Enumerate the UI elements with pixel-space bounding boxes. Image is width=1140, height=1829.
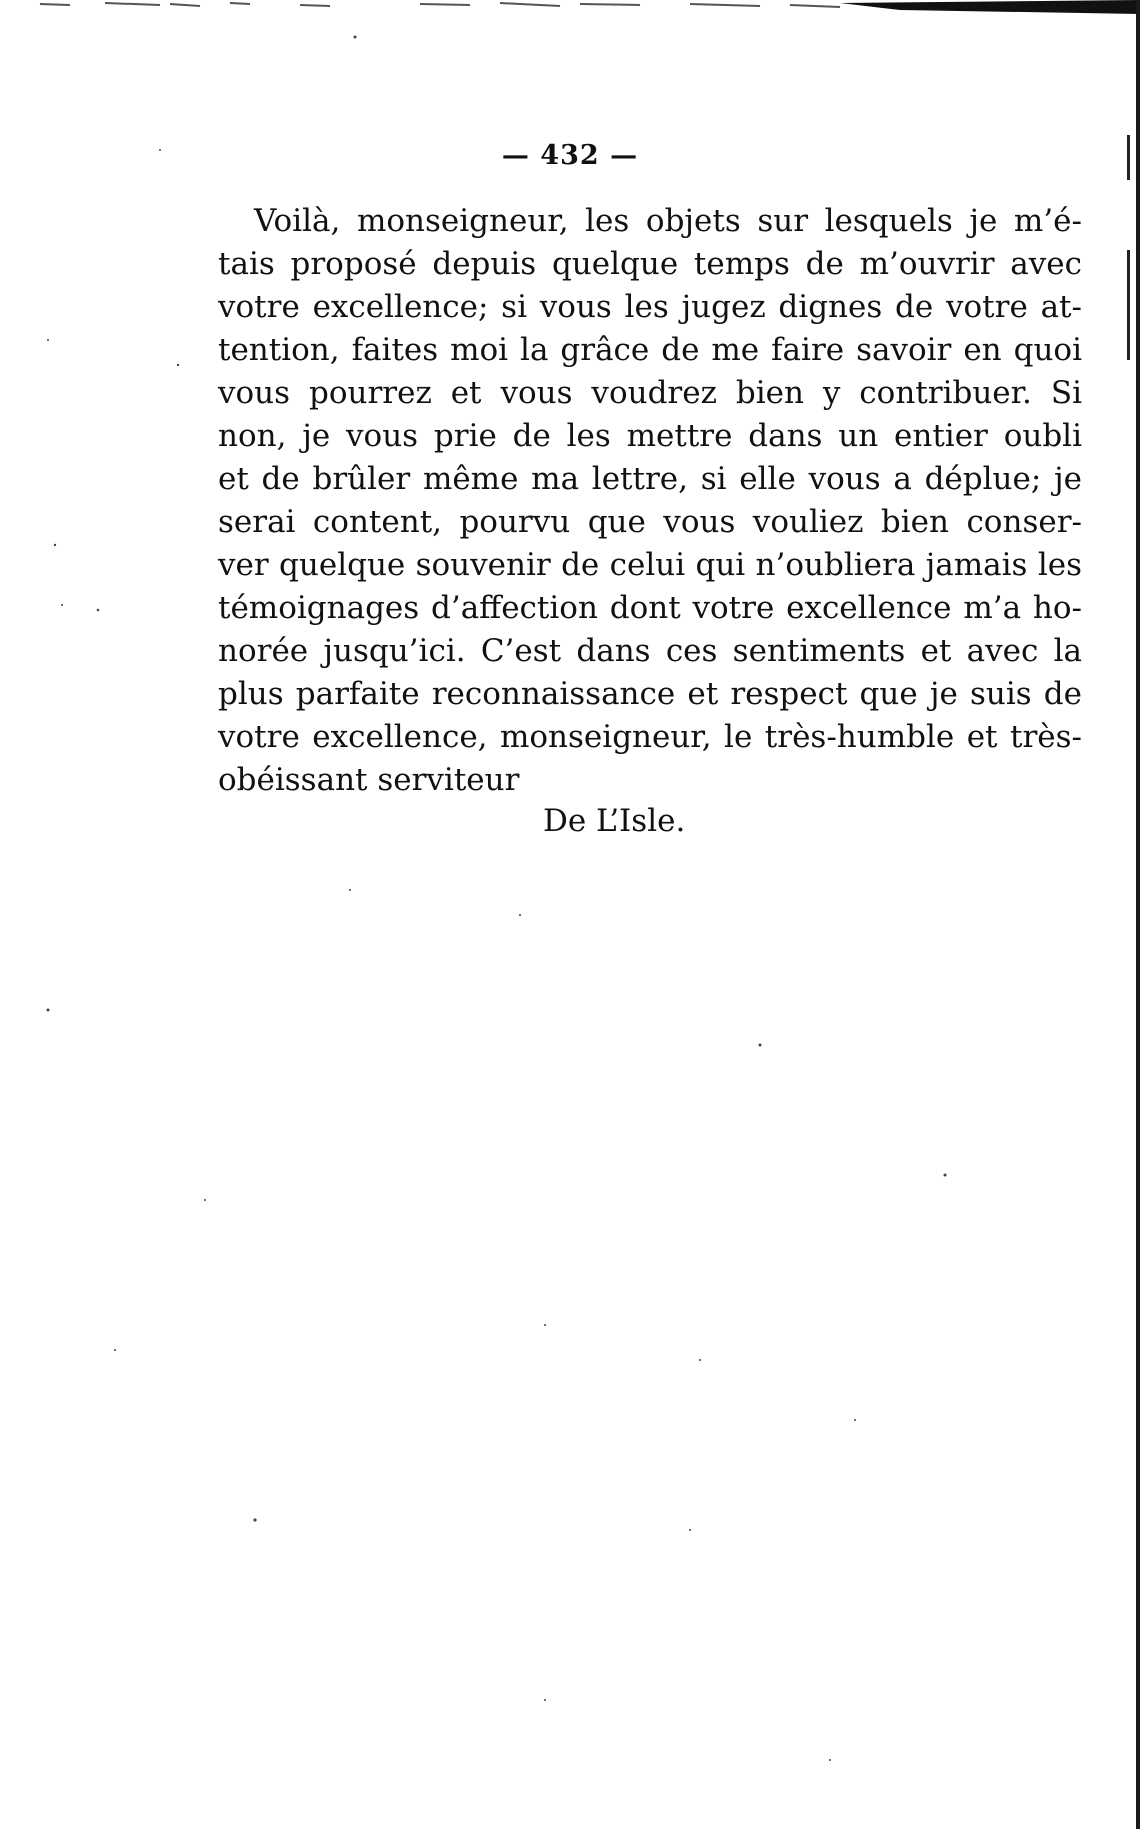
text-line: tention, faites moi la grâce de me faire savoir en quoi	[218, 332, 1082, 368]
letter-body	[218, 200, 1082, 802]
text-line: Voilà, monseigneur, les objets sur lesquels je m’é-	[254, 203, 1082, 239]
signature: De L’Isle.	[543, 803, 686, 839]
text-line: ver quelque souvenir de celui qui n’oubliera jamais les	[218, 547, 1082, 583]
page-edge-rule	[1136, 0, 1140, 1829]
text-line: et de brûler même ma lettre, si elle vous a déplue; je	[218, 461, 1082, 497]
text-line: témoignages d’affection dont votre excellence m’a ho-	[218, 590, 1082, 626]
text-line: tais proposé depuis quelque temps de m’ouvrir avec	[218, 246, 1082, 282]
page-number: — 432 —	[501, 140, 639, 171]
scan-edge-noise	[0, 0, 1140, 22]
text-line: serai content, pourvu que vous vouliez bien conser-	[218, 504, 1082, 540]
text-line: vous pourrez et vous voudrez bien y contribuer. Si	[218, 375, 1082, 411]
text-line: obéissant serviteur	[218, 762, 520, 798]
text-line: norée jusqu’ici. C’est dans ces sentiments et avec la	[218, 633, 1082, 669]
text-line: non, je vous prie de les mettre dans un entier oubli	[218, 418, 1082, 454]
text-line: votre excellence; si vous les jugez dignes de votre at-	[218, 289, 1082, 325]
text-line: plus parfaite reconnaissance et respect que je suis de	[218, 676, 1082, 712]
page-edge-mark	[1127, 250, 1130, 360]
text-line: votre excellence, monseigneur, le très-humble et très-	[218, 719, 1082, 755]
